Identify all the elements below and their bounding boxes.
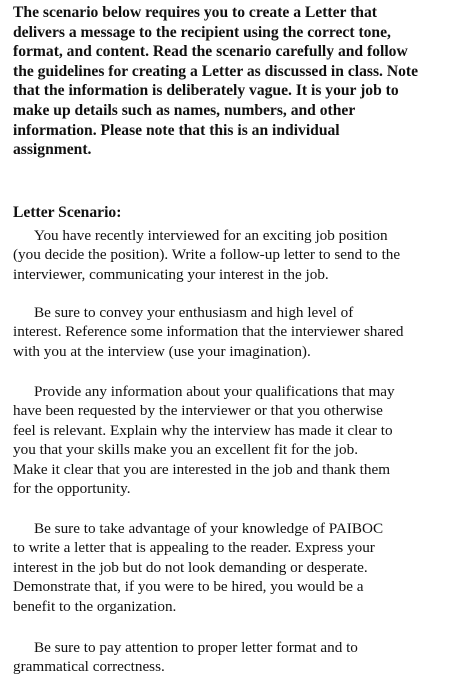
scenario-heading: Letter Scenario: — [13, 204, 122, 221]
paragraph-line: interviewer, communicating your interest in the job. — [13, 265, 329, 283]
paragraph-line: Be sure to pay attention to proper letter format and to — [34, 639, 358, 656]
instructions-line: make up details such as names, numbers, and other — [13, 101, 356, 119]
instructions-line: information. Please note that this is an individual — [13, 121, 340, 139]
paragraph-line: Provide any information about your qualifications that may — [34, 383, 395, 400]
instructions-line: The scenario below requires you to create a Letter that — [13, 4, 377, 21]
paragraph-line: Be sure to convey your enthusiasm and high level of — [34, 304, 354, 321]
paragraph-line: grammatical correctness. — [13, 658, 165, 676]
paragraph-line: Demonstrate that, if you were to be hired, you would be a — [13, 578, 364, 596]
scenario-paragraph-enthusiasm — [13, 303, 449, 361]
instructions-line: the guidelines for creating a Letter as discussed in class. Note — [13, 62, 418, 80]
paragraph-line: (you decide the position). Write a follow-up letter to send to the — [13, 246, 401, 264]
paragraph-line: Be sure to take advantage of your knowledge of PAIBOC — [34, 520, 384, 537]
paragraph-line: have been requested by the interviewer or that you otherwise — [13, 402, 383, 420]
paragraph-line: with you at the interview (use your imagination). — [13, 342, 311, 360]
paragraph-line: feel is relevant. Explain why the interview has made it clear to — [13, 421, 393, 439]
scenario-paragraph-qualifications — [13, 382, 449, 498]
instructions-line: format, and content. Read the scenario carefully and follow — [13, 43, 408, 61]
instructions-line: assignment. — [13, 141, 92, 159]
paragraph-line: benefit to the organization. — [13, 597, 177, 615]
paragraph-line: interest in the job but do not look demanding or desperate. — [13, 558, 368, 576]
paragraph-line: for the opportunity. — [13, 480, 131, 498]
scenario-paragraph-position — [13, 226, 449, 284]
instructions-line: delivers a message to the recipient using the correct tone, — [13, 23, 391, 41]
paragraph-line: you that your skills make you an excellent fit for the job. — [13, 441, 359, 459]
scenario-paragraph-format — [13, 638, 449, 677]
paragraph-line: You have recently interviewed for an exciting job position — [34, 227, 388, 244]
paragraph-line: Make it clear that you are interested in the job and thank them — [13, 460, 391, 478]
paragraph-line: interest. Reference some information that the interviewer shared — [13, 323, 404, 341]
paragraph-line: to write a letter that is appealing to the reader. Express your — [13, 539, 375, 557]
scenario-paragraph-paiboc — [13, 519, 449, 616]
instructions-line: that the information is deliberately vague. It is your job to — [13, 82, 399, 100]
assignment-instructions — [13, 3, 449, 160]
